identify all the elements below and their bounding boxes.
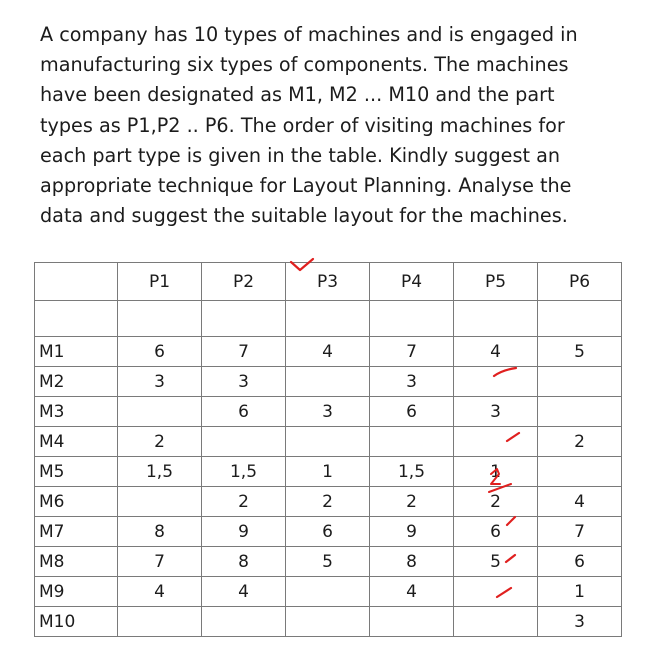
table-cell: 3	[286, 397, 370, 427]
table-row	[35, 427, 622, 457]
table-cell	[118, 397, 202, 427]
table-cell: 2	[370, 487, 454, 517]
table-cell: 6	[454, 517, 538, 547]
question-line: types as P1,P2 .. P6. The order of visiting machines for	[40, 113, 565, 137]
column-header: P2	[202, 263, 286, 301]
table-cell: 1	[454, 457, 538, 487]
table-cell: 5	[454, 547, 538, 577]
question-line: appropriate technique for Layout Planning. Analyse the	[40, 174, 572, 198]
machine-part-table	[34, 262, 622, 637]
table-row	[35, 487, 622, 517]
table-cell: 6	[286, 517, 370, 547]
machine-label: M5	[35, 457, 118, 487]
table-cell: 1,5	[118, 457, 202, 487]
machine-label: M10	[35, 607, 118, 637]
question-line: manufacturing six types of components. The machines	[40, 53, 569, 77]
table-cell: 8	[370, 547, 454, 577]
table-cell: 9	[202, 517, 286, 547]
table-cell: 3	[454, 397, 538, 427]
header-row	[35, 263, 622, 301]
table-cell	[538, 397, 622, 427]
table-cell: 4	[538, 487, 622, 517]
machine-label: M1	[35, 337, 118, 367]
table-cell	[118, 607, 202, 637]
machine-label: M7	[35, 517, 118, 547]
machine-label: M3	[35, 397, 118, 427]
machine-label: M8	[35, 547, 118, 577]
question-line: each part type is given in the table. Kindly suggest an	[40, 143, 561, 167]
table-row	[35, 397, 622, 427]
machine-label: M4	[35, 427, 118, 457]
table-cell: 4	[202, 577, 286, 607]
table-cell: 8	[118, 517, 202, 547]
table-cell: 2	[202, 487, 286, 517]
table-row	[35, 367, 622, 397]
table-row	[35, 337, 622, 367]
machine-label: M6	[35, 487, 118, 517]
table-cell: 6	[118, 337, 202, 367]
table-row	[35, 517, 622, 547]
table-cell	[286, 577, 370, 607]
question-line: A company has 10 types of machines and is engaged in	[40, 23, 578, 46]
table-cell	[202, 427, 286, 457]
table-cell	[286, 607, 370, 637]
table-cell: 2	[118, 427, 202, 457]
column-header: P6	[538, 263, 622, 301]
table-cell: 2	[538, 427, 622, 457]
table-cell: 2	[286, 487, 370, 517]
table-cell: 6	[538, 547, 622, 577]
column-header: P1	[118, 263, 202, 301]
column-header: P5	[454, 263, 538, 301]
spacer-row	[35, 301, 622, 337]
table-cell	[202, 607, 286, 637]
table-cell: 4	[118, 577, 202, 607]
table-row	[35, 577, 622, 607]
table-cell: 6	[202, 397, 286, 427]
table-cell: 1	[286, 457, 370, 487]
table-cell	[538, 457, 622, 487]
table-row	[35, 457, 622, 487]
table-cell	[454, 367, 538, 397]
table-cell: 2	[454, 487, 538, 517]
table-cell	[454, 427, 538, 457]
table-cell: 1	[538, 577, 622, 607]
question-text	[40, 20, 640, 231]
table-cell	[538, 367, 622, 397]
question-line: have been designated as M1, M2 ... M10 and the part	[40, 83, 555, 107]
table-cell	[454, 607, 538, 637]
table-cell: 7	[202, 337, 286, 367]
table-cell: 7	[370, 337, 454, 367]
column-header: P4	[370, 263, 454, 301]
table-cell: 1,5	[202, 457, 286, 487]
table-row	[35, 547, 622, 577]
table-cell: 3	[202, 367, 286, 397]
table-cell	[286, 367, 370, 397]
table-cell: 5	[286, 547, 370, 577]
table-cell: 5	[538, 337, 622, 367]
table-cell	[118, 487, 202, 517]
machine-label: M2	[35, 367, 118, 397]
question-line: data and suggest the suitable layout for the machines.	[40, 204, 568, 228]
table-cell: 3	[118, 367, 202, 397]
table-cell	[454, 577, 538, 607]
table-cell: 9	[370, 517, 454, 547]
table-cell: 7	[118, 547, 202, 577]
table-cell: 1,5	[370, 457, 454, 487]
machine-label: M9	[35, 577, 118, 607]
corner-cell	[35, 263, 118, 301]
table-cell	[370, 427, 454, 457]
table-cell: 3	[370, 367, 454, 397]
table-row	[35, 607, 622, 637]
table-cell: 4	[286, 337, 370, 367]
column-header: P3	[286, 263, 370, 301]
table-cell: 8	[202, 547, 286, 577]
table-cell	[286, 427, 370, 457]
table-cell: 4	[370, 577, 454, 607]
table-cell: 4	[454, 337, 538, 367]
table-cell	[370, 607, 454, 637]
table-cell: 3	[538, 607, 622, 637]
table-cell: 7	[538, 517, 622, 547]
table-cell: 6	[370, 397, 454, 427]
